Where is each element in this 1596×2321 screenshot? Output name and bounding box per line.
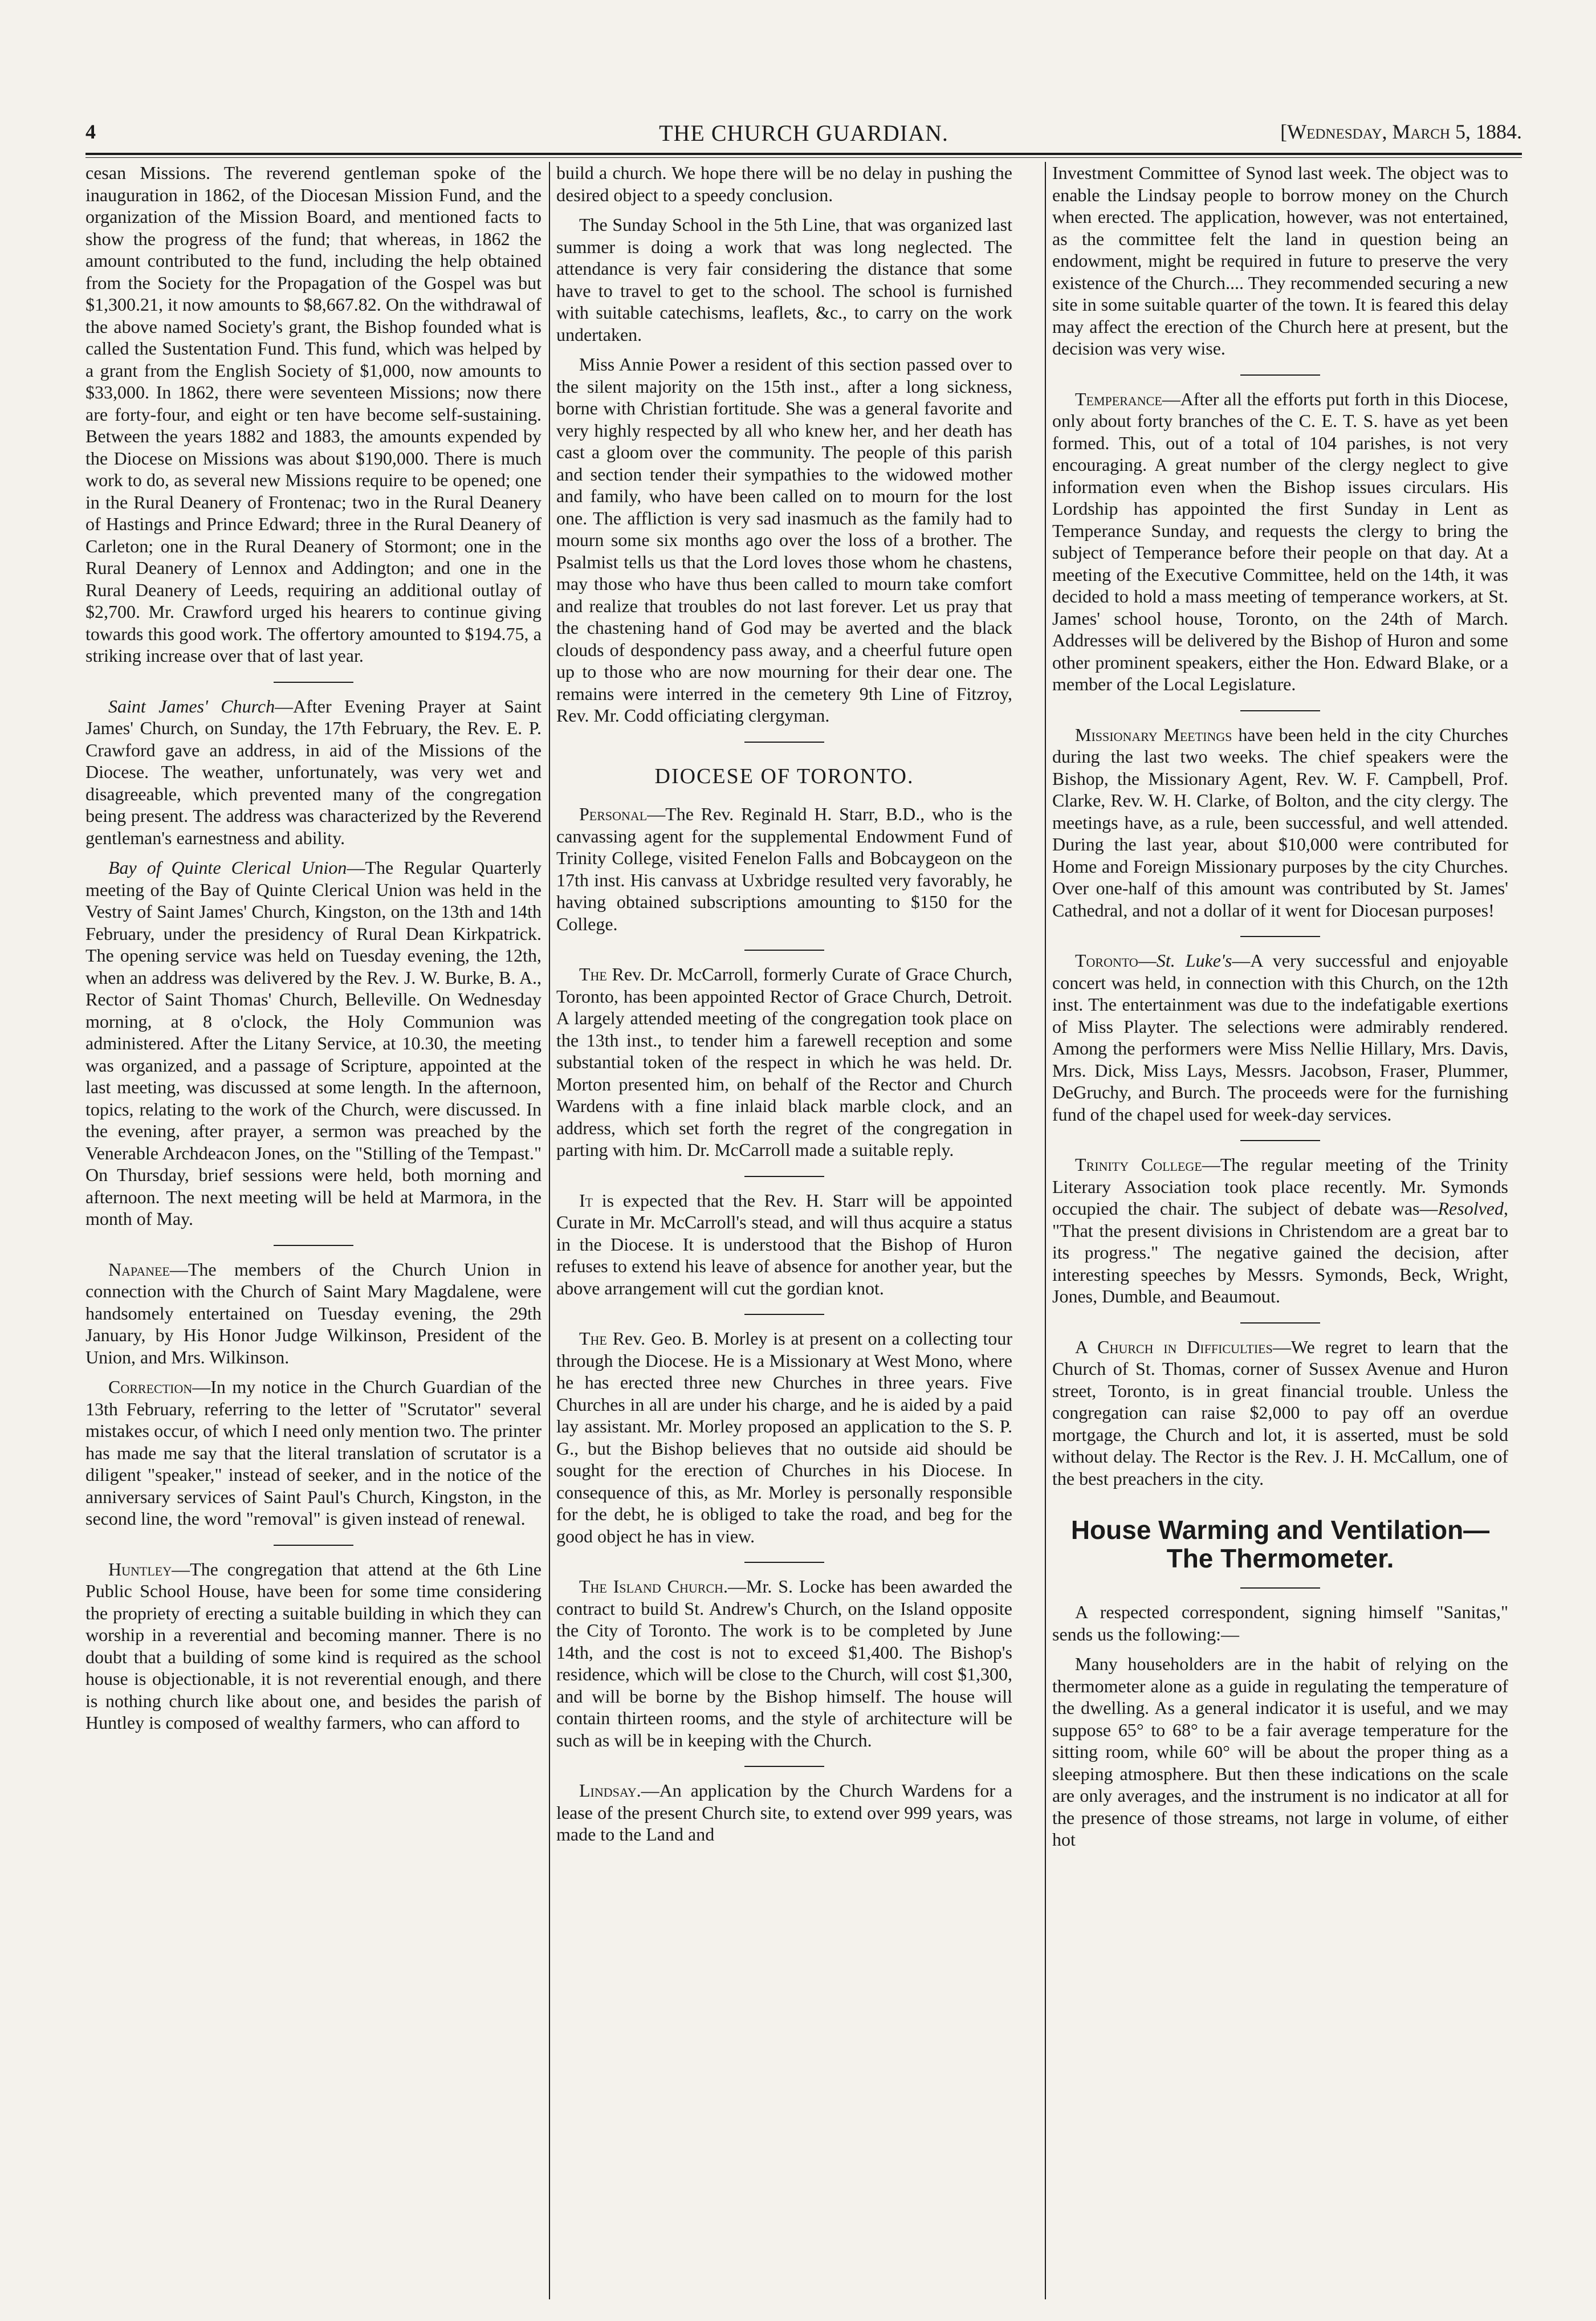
- masthead-rule: [85, 153, 1522, 155]
- section-separator: [1240, 936, 1320, 937]
- section-separator: [744, 1176, 824, 1177]
- section-heading: Temperance: [1075, 388, 1162, 409]
- article-paragraph: Toronto—St. Luke's—A very successful and enjoyable concert was held, in connection with this Church, on the 12th inst. The entertainment was due to the indefatigable exertions of Miss Playter. The selections were admirably rendered. Among the performers were Miss Nellie Hillary, Mrs. Davis, Mrs. Dick, Miss Lays, Messrs. Jacobson, Fraser, Plummer, DeGruchy, and Burch. The proceeds were for the furnishing fund of the chapel used for week-day services.: [1052, 950, 1508, 1125]
- section-separator: [274, 1545, 353, 1546]
- section-separator: [1240, 710, 1320, 711]
- article-paragraph: [1052, 1336, 1508, 1490]
- section-separator: [744, 1562, 824, 1563]
- article-paragraph: [85, 1376, 542, 1530]
- article-paragraph: Many householders are in the habit of relying on the thermometer alone as a guide in regulating the temperature of the dwelling. As a general indicator it is useful, and we may suppose 65° to 68° to be a fair average temperature for the sitting room, while 60° will be about the proper thing as a sleeping atmosphere. But then these indications on the scale are only averages, and the instrument is no indicator at all for the presence of those streams, not large in volume, of either hot: [1052, 1654, 1508, 1850]
- column-3: [1052, 162, 1508, 2299]
- section-heading: The Island Church: [579, 1576, 724, 1597]
- section-separator: [1240, 1140, 1320, 1141]
- article-paragraph: [1052, 724, 1508, 922]
- article-paragraph: [1052, 1154, 1508, 1308]
- article-paragraph: Miss Annie Power a resident of this section passed over to the silent majority on the 15th inst., after a long sickness, borne with Christian fortitude. She was a general favorite and very highly respected by all who knew her, and her death has cast a gloom over the community. The people of this parish and section tender their sympathies to the widowed mother and family, who have been called on to mourn for the lost one. The affliction is very sad inasmuch as the family had to mourn some six months ago over the loss of a brother. The Psalmist tells us that the Lord loves those whom he chastens, may those who have thus been called to mourn take comfort and realize that troubles do not last forever. Let us pray that the chastening hand of God may be averted and the black clouds of despondency pass away, and a cheerful future open up to those who are now mourning for their dear one. The remains were interred in the cemetery 9th Line of Fitzroy, Rev. Mr. Codd officiating clergyman.: [556, 354, 1012, 726]
- section-heading: Bay of Quinte Clerical Union: [108, 857, 347, 878]
- paragraph-text: —The Regular Quarterly meeting of the Bay of Quinte Clerical Union was held in the Vestry of Saint James' Church, Kingston, on the 13th and 14th February, under the presidency of Rural Dean Kirkpatrick. The opening service was held on Tuesday evening, the 12th, when an address was delivered by the Rev. J. W. Burke, B. A., Rector of Saint Thomas' Church, Belleville. On Wednesday morning, at 8 o'clock, the Holy Communion was administered. After the Litany Service, at 10.30, the meeting was organized, and a passage of Scripture, appointed at the last meeting, was discussed at some length. In the afternoon, topics, relating to the work of the Church, were discussed. In the evening, after prayer, a sermon was preached by the Venerable Archdeacon Jones, on the "Stilling of the Tempast." On Thursday, brief sessions were held, both morning and afternoon. The next meeting will be held at Marmora, in the month of May.: [85, 857, 542, 1229]
- section-heading: Lindsay: [579, 1780, 637, 1801]
- section-separator: [744, 1766, 824, 1767]
- article-paragraph: cesan Missions. The reverend gentleman spoke of the inauguration in 1862, of the Diocesan Mission Fund, and the organization of the Mission Board, and mentioned facts to show the progress of the fund; that whereas, in 1862 the amount contributed to the fund, including the help obtained from the Society for the Propagation of the Gospel was but $1,300.21, it now amounts to $8,667.82. On the withdrawal of the above named Society's grant, the Bishop founded what is called the Sustentation Fund. This fund, which was helped by a grant from the English Society of $1,000, now amounts to $33,000. In 1862, there were seventeen Missions; now there are forty-four, and eight or ten have become self-sustaining. Between the years 1882 and 1883, the amounts expended by the Diocese on Missions was about $190,000. There is much work to do, as several new Missions require to be opened; one in the Rural Deanery of Frontenac; two in the Rural Deanery of Hastings and Prince Edward; three in the Rural Deanery of Carleton; one in the Rural Deanery of Stormont; one in the Rural Deanery of Lennox and Addington; and one in the Rural Deanery of Leeds, requiring an additional outlay of $2,700. Mr. Crawford urged his hearers to continue giving towards this good work. The offertory amounted to $194.75, a striking increase over that of last year.: [85, 162, 542, 666]
- paragraph-text: —A very successful and enjoyable concert was held, in connection with this Church, on the 12th inst. The entertainment was due to the indefatigable exertions of Miss Playter. The selections were admirably rendered. Among the performers were Miss Nellie Hillary, Mrs. Davis, Mrs. Dick, Miss Lays, Messrs. Jacobson, Fraser, Plummer, DeGruchy, and Burch. The proceeds were for the furnishing fund of the chapel used for week-day services.: [1052, 950, 1508, 1125]
- section-separator: [1240, 1587, 1320, 1589]
- column-1: [85, 162, 542, 2299]
- section-separator: [1240, 1322, 1320, 1324]
- issue-date: [Wednesday, March 5, 1884.: [1280, 120, 1522, 143]
- section-heading: Huntley: [108, 1558, 172, 1579]
- section-heading: Trinity College: [1075, 1154, 1202, 1175]
- column-2: [556, 162, 1012, 2299]
- paragraph-text: —The members of the Church Union in connection with the Church of Saint Mary Magdalene, were handsomely entertained on Tuesday evening, the 29th January, by His Honor Judge Wilkinson, President of the Union, and Mrs. Wilkinson.: [85, 1259, 542, 1367]
- article-paragraph: build a church. We hope there will be no delay in pushing the desired object to a speedy conclusion.: [556, 162, 1012, 205]
- paragraph-text: have been held in the city Churches during the last two weeks. The chief speakers were the Bishop, the Missionary Agent, Rev. W. F. Campbell, Prof. Clarke, Rev. W. H. Clarke, of Bolton, and the city clergy. The meetings have, as a rule, been successful, and well attended. During the last year, about $10,000 were contributed for Home and Foreign Missionary purposes by the city Churches. Over one-half of this amount was contributed by St. James' Cathedral, and not a dollar of it went for Diocesan purposes!: [1052, 724, 1508, 921]
- emphasis-text: Resolved: [1438, 1198, 1504, 1219]
- article-paragraph: [556, 1328, 1012, 1547]
- article-paragraph: [85, 1558, 542, 1734]
- article-paragraph: [556, 1780, 1012, 1846]
- paragraph-text: —After Evening Prayer at Saint James' Church, on Sunday, the 17th February, the Rev. E. P. Crawford gave an address, in aid of the Missions of the Diocese. The weather, unfortunately, was very wet and disagreeable, which prevented many of the congregation being present. The address was characterized by the Reverend gentleman's earnestness and ability.: [85, 695, 542, 848]
- column-divider: [549, 162, 550, 2299]
- masthead-rule-thin: [85, 157, 1522, 158]
- paragraph-text: .—An application by the Church Wardens for a lease of the present Church site, to extend over 999 years, was made to the Land and: [556, 1780, 1012, 1844]
- paragraph-text: .—Mr. S. Locke has been awarded the contract to build St. Andrew's Church, on the Island opposite the City of Toronto. The work is to be completed by June 14th, and the cost is not to exceed $1,400. The Bishop's residence, which will be close to the Church, will cost $1,300, and will be borne by the Bishop himself. The house will contain thirteen rooms, and the style of architecture will be such as will be in keeping with the Church.: [556, 1576, 1012, 1750]
- paragraph-text: —After all the efforts put forth in this Diocese, only about forty branches of the C. E. T. S. have as yet been formed. This, out of a total of 104 parishes, is not very encouraging. A great number of the clergy neglect to give information even when the Bishop issues circulars. His Lordship has appointed the first Sunday in Lent as Temperance Sunday, and requests the clergy to bring the subject of Temperance before their people on that day. At a meeting of the Executive Committee, held on the 14th, it was decided to hold a mass meeting of temperance workers, at St. James' school house, Toronto, on the 24th of March. Addresses will be delivered by the Bishop of Huron and some other prominent speakers, either the Hon. Edward Blake, or a member of the Local Legislature.: [1052, 388, 1508, 694]
- paragraph-text: , "That the present divisions in Christendom are a great bar to its progress." The negative gained the decision, after interesting speeches by Messrs. Symonds, Beck, Wright, Jones, Dumble, and Beaumout.: [1052, 1198, 1508, 1306]
- article-paragraph: [85, 1259, 542, 1369]
- article-paragraph: [556, 963, 1012, 1161]
- paragraph-text: —The regular meeting of the Trinity Literary Association took place recently. Mr. Symonds occupied the chair. The subject of debate was—: [1052, 1154, 1508, 1219]
- article-paragraph: [85, 857, 542, 1230]
- paragraph-text: —The congregation that attend at the 6th Line Public School House, have been for some time considering the propriety of erecting a suitable building in which they can worship in a reverential and becoming manner. There is no doubt that a building of some kind is required as the school house is objectionable, it is not reverential enough, and there is nothing church like about one, and besides the parish of Huntley is composed of wealthy farmers, who can afford to: [85, 1558, 542, 1733]
- section-heading: Toronto: [1075, 950, 1138, 971]
- section-heading: Napanee: [108, 1259, 170, 1280]
- section-separator: [274, 682, 353, 683]
- newspaper-title: THE CHURCH GUARDIAN.: [659, 120, 948, 146]
- article-paragraph: [556, 1190, 1012, 1300]
- article-headline: House Warming and Ventilation—The Thermometer.: [1070, 1515, 1490, 1573]
- section-heading: A Church in Difficulties: [1075, 1336, 1273, 1357]
- article-paragraph: The Sunday School in the 5th Line, that was organized last summer is doing a work that was long neglected. The attendance is very fair considering the distance that some have to travel to get to the school. The school is furnished with suitable catechisms, leaflets, &c., to carry on the work undertaken.: [556, 214, 1012, 345]
- section-heading: The: [579, 964, 607, 984]
- article-paragraph: [85, 695, 542, 849]
- paragraph-text: Rev. Geo. B. Morley is at present on a collecting tour through the Diocese. He is a Missionary at West Mono, where he has erected three new Churches in three years. Five Churches in all are under his charge, and he is aided by a paid lay assistant. Mr. Morley proposed an application to the S. P. G., but the Bishop believes that no outside aid should be sought for the erection of Churches in his Diocese. In consequence of this, as Mr. Morley is personally responsible for the debt, he is obliged to take the road, and beg for the good object he has in view.: [556, 1328, 1012, 1546]
- section-heading: It: [579, 1190, 593, 1211]
- section-heading: Saint James' Church: [108, 695, 275, 716]
- section-heading: Missionary Meetings: [1075, 724, 1232, 745]
- paragraph-text: is expected that the Rev. H. Starr will be appointed Curate in Mr. McCarroll's stead, and will thus acquire a status in the Diocese. It is understood that the Bishop of Huron refuses to extend his leave of absence for another year, but the above arrangement will cut the gordian knot.: [556, 1190, 1012, 1298]
- article-paragraph: [1052, 388, 1508, 695]
- paragraph-text: —In my notice in the Church Guardian of the 13th February, referring to the letter of "Scrutator" several mistakes occur, of which I need only mention two. The printer has made me say that the literal translation of scrutator is a diligent "speaker," instead of seeker, and in the notice of the anniversary services of Saint Paul's Church, Kingston, in the second line, the word "removal" is given instead of renewal.: [85, 1377, 542, 1529]
- paragraph-text: —We regret to learn that the Church of St. Thomas, corner of Sussex Avenue and Huron street, Toronto, is in great financial trouble. Unless the congregation can raise $2,000 to pay off an overdue mortgage, the Church and lot, it is asserted, must be sold without delay. The Rector is the Rev. J. H. McCallum, one of the best preachers in the city.: [1052, 1336, 1508, 1489]
- diocese-heading: DIOCESE OF TORONTO.: [654, 764, 914, 788]
- section-heading: Correction: [108, 1377, 193, 1397]
- section-subheading: St. Luke's: [1156, 950, 1232, 971]
- paragraph-text: Rev. Dr. McCarroll, formerly Curate of Grace Church, Toronto, has been appointed Rector of Grace Church, Detroit. A largely attended meeting of the congregation took place on the 13th inst., to tender him a farewell reception and some substantial token of the respect in which he was held. Dr. Morton presented him, on behalf of the Rector and Church Wardens with a fine inlaid black marble clock, and an address, which set forth the regret of the congregation in parting with him. Dr. McCarroll made a suitable reply.: [556, 964, 1012, 1160]
- section-separator: [274, 1245, 353, 1246]
- column-divider: [1045, 162, 1046, 2299]
- page-number: 4: [85, 120, 96, 143]
- section-separator: [744, 1314, 824, 1315]
- section-separator: [744, 950, 824, 951]
- article-paragraph: [556, 1575, 1012, 1751]
- section-heading: The: [579, 1328, 607, 1349]
- section-separator: [744, 742, 824, 743]
- masthead: [85, 120, 1522, 148]
- paragraph-text: —The Rev. Reginald H. Starr, B.D., who is the canvassing agent for the supplemental Endowment Fund of Trinity College, visited Fenelon Falls and Bobcaygeon on the 17th inst. His canvass at Uxbridge resulted very favorably, he having obtained subscriptions amounting to $150 for the College.: [556, 804, 1012, 934]
- section-heading: Personal: [579, 804, 648, 824]
- article-paragraph: [556, 803, 1012, 935]
- article-paragraph: A respected correspondent, signing himself "Sanitas," sends us the following:—: [1052, 1602, 1508, 1644]
- section-separator: [1240, 374, 1320, 376]
- article-paragraph: Investment Committee of Synod last week. The object was to enable the Lindsay people to borrow money on the Church when erected. The application, however, was not entertained, as the committee felt the land in question being an endowment, might be required in future to preserve the very existence of the Church.... They recommended securing a new site in some suitable quarter of the town. It is feared this delay may affect the erection of the Church here at present, but the decision was very wise.: [1052, 162, 1508, 359]
